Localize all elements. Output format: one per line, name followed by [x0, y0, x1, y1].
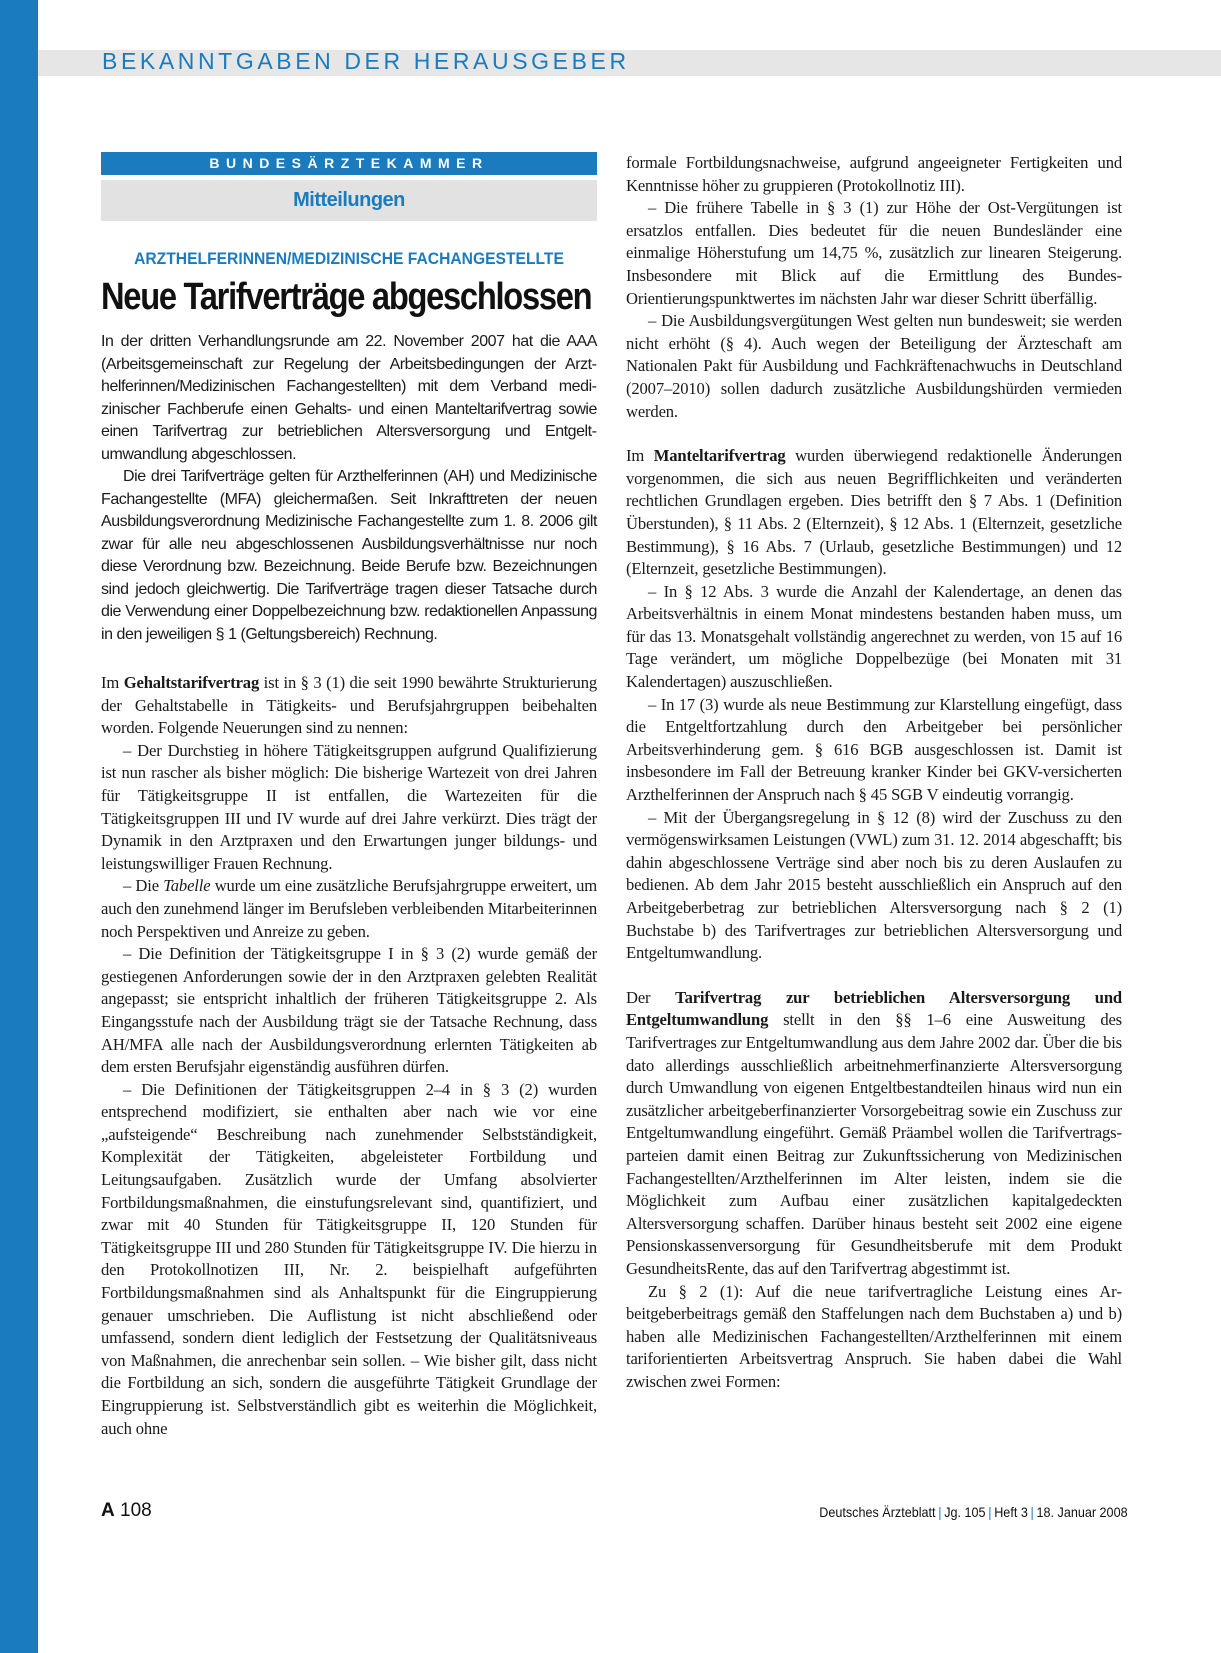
page-number	[101, 1500, 152, 1522]
article-title: Neue Tarifverträge abgeschlossen	[101, 276, 592, 318]
journal-issue: Heft 3	[994, 1504, 1029, 1520]
rubric-label: Mitteilungen	[101, 180, 597, 221]
journal-date: 18. Januar 2008	[1036, 1504, 1128, 1520]
article-lead	[101, 331, 597, 646]
text-run: Im	[626, 446, 654, 466]
left-column	[101, 152, 597, 1440]
body-paragraph	[101, 875, 597, 943]
bold-term: Gehaltstarifvertrag	[123, 673, 260, 692]
text-run: Der	[626, 987, 676, 1007]
journal-name: Deutsches Ärzteblatt	[819, 1504, 936, 1520]
lead-paragraph: In der dritten Verhandlungsrunde am 22. November 2007 hat die AAA (Arbeitsgemeinschaft zur Regelung der Arbeitsbedingungen der Arzthelferinnen/Medizinischen Fachangestellten) mit dem Verband medizinischer Fachberufe einen Gehalts- und einen Manteltarifvertrag sowie einen Tarifvertrag zur betrieblichen Altersversorgung und Entgeltumwandlung abgeschlossen.	[101, 333, 597, 463]
article-kicker: ARZTHELFERINNEN/MEDIZINISCHE FACHANGESTELLTE	[134, 249, 564, 268]
body-paragraph: – Der Durchstieg in höhere Tätigkeitsgruppen aufgrund Qualifizierung ist nun rascher als bisher möglich: Die bisherige Wartezeit von drei Jahren für Tätigkeitsgruppe II ist entfallen, die Wartezeiten für die Tätigkeitsgruppen III und IV wurde auf drei Jahre verkürzt. Dies trägt der Dynamik in den Arztpraxen und den Erwartungen junger bildungs- und leistungswilliger Frauen Rechnung.	[101, 740, 597, 873]
body-paragraph	[626, 445, 1122, 581]
text-run: wurde um eine zusätzliche Berufsjahrgruppe erweitert, um auch den zunehmend länger im Berufsleben verbleibenden Mitarbeiterinnen noch Perspektiven und Anreize zu geben.	[101, 876, 598, 941]
body-paragraph	[626, 987, 1122, 1281]
bold-term: Tarifvertrag zur betrieblichen Altersversorgung und Entgeltumwandlung	[626, 987, 1122, 1030]
text-run: Im	[101, 673, 124, 692]
separator: |	[1030, 1504, 1035, 1520]
body-paragraph: Zu § 2 (1): Auf die neue tarifvertragliche Leistung eines Arbeitgeberbeitrags gemäß den Staffelungen nach dem Buchstaben a) und b) haben alle Medizinischen Fachangestellten/Arzthelferinnen mit einem tariforientierten Arbeitsvertrag Anspruch. Sie haben dabei die Wahl zwischen zwei Formen:	[626, 1281, 1122, 1391]
body-paragraph: – Mit der Übergangsregelung in § 12 (8) wird der Zuschuss zu den vermögenswirksamen Leistungen (VWL) zum 31. 12. 2014 abgeschafft; bis dahin abgeschlossene Verträge sind aber noch bis zu deren Auslaufen zu bedienen. Ab dem Jahr 2015 besteht ausschließlich ein Anspruch auf den Arbeitgeberbetrag zur betrieblichen Altersversorgung nach § 2 (1) Buchstabe b) des Tarifvertrages zur betrieblichen Altersversorgung und Entgeltumwandlung.	[626, 807, 1122, 963]
side-color-bar	[0, 0, 38, 1653]
body-paragraph: – Die frühere Tabelle in § 3 (1) zur Höhe der Ost-Vergütungen ist ersatzlos entfallen. Dies bedeutet für die neuen Bundesländer eine einmalige Höherstufung um 14,75 %, zusätzlich zur linearen Steigerung. Insbesondere mit Blick auf die Ermittlung des Bundes-Orientierungspunktwertes im nächsten Jahr war dieser Schritt überfällig.	[626, 198, 1122, 308]
text-run: stellt in den §§ 1–6 eine Ausweitung des Tarifvertrages zur Entgeltumwandlung aus dem Jahre 2002 dar. Über die bis dato allerdings ausschließlich arbeitnehmerfinanzierte Altersversorgung durch Umwandlung von eigenen Entgeltbestandteilen hinaus wird nun ein zusätzlicher arbeitgeberfinanzierter Vorsorgebeitrag sowie ein Zuschuss zur Entgeltumwandlung eingeführt. Gemäß Präambel wollen die Tarifvertragsparteien damit einen Beitrag zur Zukunftssicherung von Medizinischen Fachangestellten/Arzthelferinnen im Alter leisten, indem sie die Möglichkeit zum Aufbau einer zusätzlichen kapitalgedeckten Altersversorgung schaffen. Darüber hinaus besteht seit 2002 eine eigene Pensionskassenversorgung für Gesundheitsberufe mit dem Produkt GesundheitsRente, das auf den Tarifvertrag abgestimmt ist.	[626, 1010, 1122, 1278]
bold-term: Manteltarifvertrag	[653, 446, 786, 466]
body-paragraph: formale Fortbildungsnachweise, aufgrund angeeigneter Fertigkeiten und Kenntnisse höher zu gruppieren (Protokollnotiz III).	[626, 153, 1122, 195]
right-column	[626, 152, 1122, 1393]
text-run: – Die	[123, 876, 164, 896]
italic-term: Tabelle	[163, 876, 211, 896]
paragraph-gap	[626, 423, 1122, 445]
journal-citation	[820, 1504, 1128, 1520]
body-paragraph: – In § 12 Abs. 3 wurde die Anzahl der Kalendertage, an denen das Arbeitsverhältnis in einem Monat mindestens bestanden haben muss, um für das 13. Monatsgehalt vollständig angerechnet zu werden, von 15 auf 16 Tage verändert, um mögliche Doppelbezüge (bei Monaten mit 31 Kalendertagen) auszuschließen.	[626, 581, 1122, 692]
paragraph-gap	[626, 965, 1122, 987]
text-run: ist in § 3 (1) die seit 1990 bewährte Strukturierung der Gehaltstabelle in Tätigkeits- und Berufsjahrgruppen beibehalten worden. Folgende Neuerungen sind zu nennen:	[101, 673, 597, 738]
journal-volume: Jg. 105	[944, 1504, 986, 1520]
separator: |	[938, 1504, 942, 1520]
body-paragraph	[101, 672, 597, 740]
body-paragraph: – Die Definition der Tätigkeitsgruppe I in § 3 (2) wurde gemäß der gestiegenen Anforderungen sowie der in den Arztpraxen gelebten Realität angepasst; sie entspricht inhaltlich der früheren Tätigkeitsgruppe 2. Als Eingangsstufe nach der Ausbildung trägt sie der Tatsache Rechnung, dass AH/MFA alle nach der Ausbildungsverordnung erlernten Tätigkeiten ab dem ersten Berufsjahr eigenständig ausführen dürfen.	[101, 944, 597, 1077]
lead-paragraph: Die drei Tarifverträge gelten für Arzthelferinnen (AH) und Medizinische Fachangestellte (MFA) gleichermaßen. Seit Inkrafttreten der neuen Ausbildungsverordnung Medizinische Fachangestellte zum 1. 8. 2006 gilt zwar für alle neu abgeschlossenen Ausbildungsverhältnisse nur noch diese Verordnung bzw. Bezeichnung. Beide Berufe bzw. Bezeichnungen sind jedoch gleichwertig. Die Tarifverträge tragen dieser Tatsache durch die Verwendung einer Doppelbezeichnung bzw. redaktionellen Anpassung in den jeweiligen § 1 (Geltungsbereich) Rechnung.	[101, 468, 597, 643]
section-header: BEKANNTGABEN DER HERAUSGEBER	[102, 48, 630, 74]
left-body-text	[101, 672, 597, 1440]
body-paragraph: – Die Definitionen der Tätigkeitsgruppen 2–4 in § 3 (2) wurden entsprechend modifiziert, sie enthalten aber nach wie vor eine „aufsteigende“ Beschreibung nach zunehmender Selbstständigkeit, Komplexität der Tätigkeiten, abgeleisteter Fortbildung und Leitungsaufgaben. Zusätzlich wurde der Umfang absolvierter Fortbildungsmaßnahmen, die einstufungsrelevant sind, quantifiziert, und zwar mit 40 Stunden für Tätigkeitsgruppe II, 120 Stunden für Tätigkeitsgruppe III und 280 Stunden für Tätigkeitsgruppe IV. Die hierzu in den Protokollnotizen III, Nr. 2. beispielhaft aufgeführten Fortbildungsmaßnahmen sind als Anhaltspunkt für die Eingruppierung genauer umschrieben. Die Auflistung ist nicht abschließend oder umfassend, sondern dient lediglich der Festsetzung der Qualitätsniveaus von Maßnahmen, die anrechenbar sein sollen. – Wie bisher gilt, dass nicht die Fortbildung an sich, sondern die ausgeführte Tätigkeit Grundlage der Eingruppierung ist. Selbstverständlich gibt es weiterhin die Möglichkeit, auch ohne	[101, 1079, 597, 1438]
department-bar: BUNDESÄRZTEKAMMER	[101, 152, 597, 175]
separator: |	[988, 1504, 992, 1520]
page-prefix: A	[101, 1500, 115, 1521]
body-paragraph: – In 17 (3) wurde als neue Bestimmung zur Klarstellung eingefügt, dass die Entgeltfortzahlung durch den Arbeitgeber bei persönlicher Arbeitsverhinderung gem. § 616 BGB ausgeschlossen ist. Damit ist insbesondere im Fall der Betreuung kranker Kinder bei GKV-versicherten Arzthelferinnen der Anspruch nach § 45 SGB V eindeutig vorrangig.	[626, 694, 1122, 805]
page-number-value: 108	[120, 1500, 152, 1521]
body-paragraph: – Die Ausbildungsvergütungen West gelten nun bundesweit; sie werden nicht erhöht (§ 4). Auch wegen der Beteiligung der Ärzteschaft am Nationalen Pakt für Ausbildung und Fachkräftenachwuchs in Deutschland (2007–2010) sollen dadurch zusätzliche Ausbildungshürden vermieden werden.	[626, 311, 1122, 421]
text-run: wurden überwiegend redaktionelle Änderungen vorgenommen, die sich aus neuen Begrifflichkeiten und veränderten rechtlichen Grundlagen ergeben. Dies betrifft den § 7 Abs. 1 (Definition Überstunden), § 11 Abs. 2 (Elternzeit), § 12 Abs. 1 (Elternzeit, gesetzliche Bestimmung), § 16 Abs. 7 (Urlaub, gesetzliche Bestimmungen) und 12 (Elternzeit, gesetzliche Bestimmungen).	[626, 446, 1122, 579]
